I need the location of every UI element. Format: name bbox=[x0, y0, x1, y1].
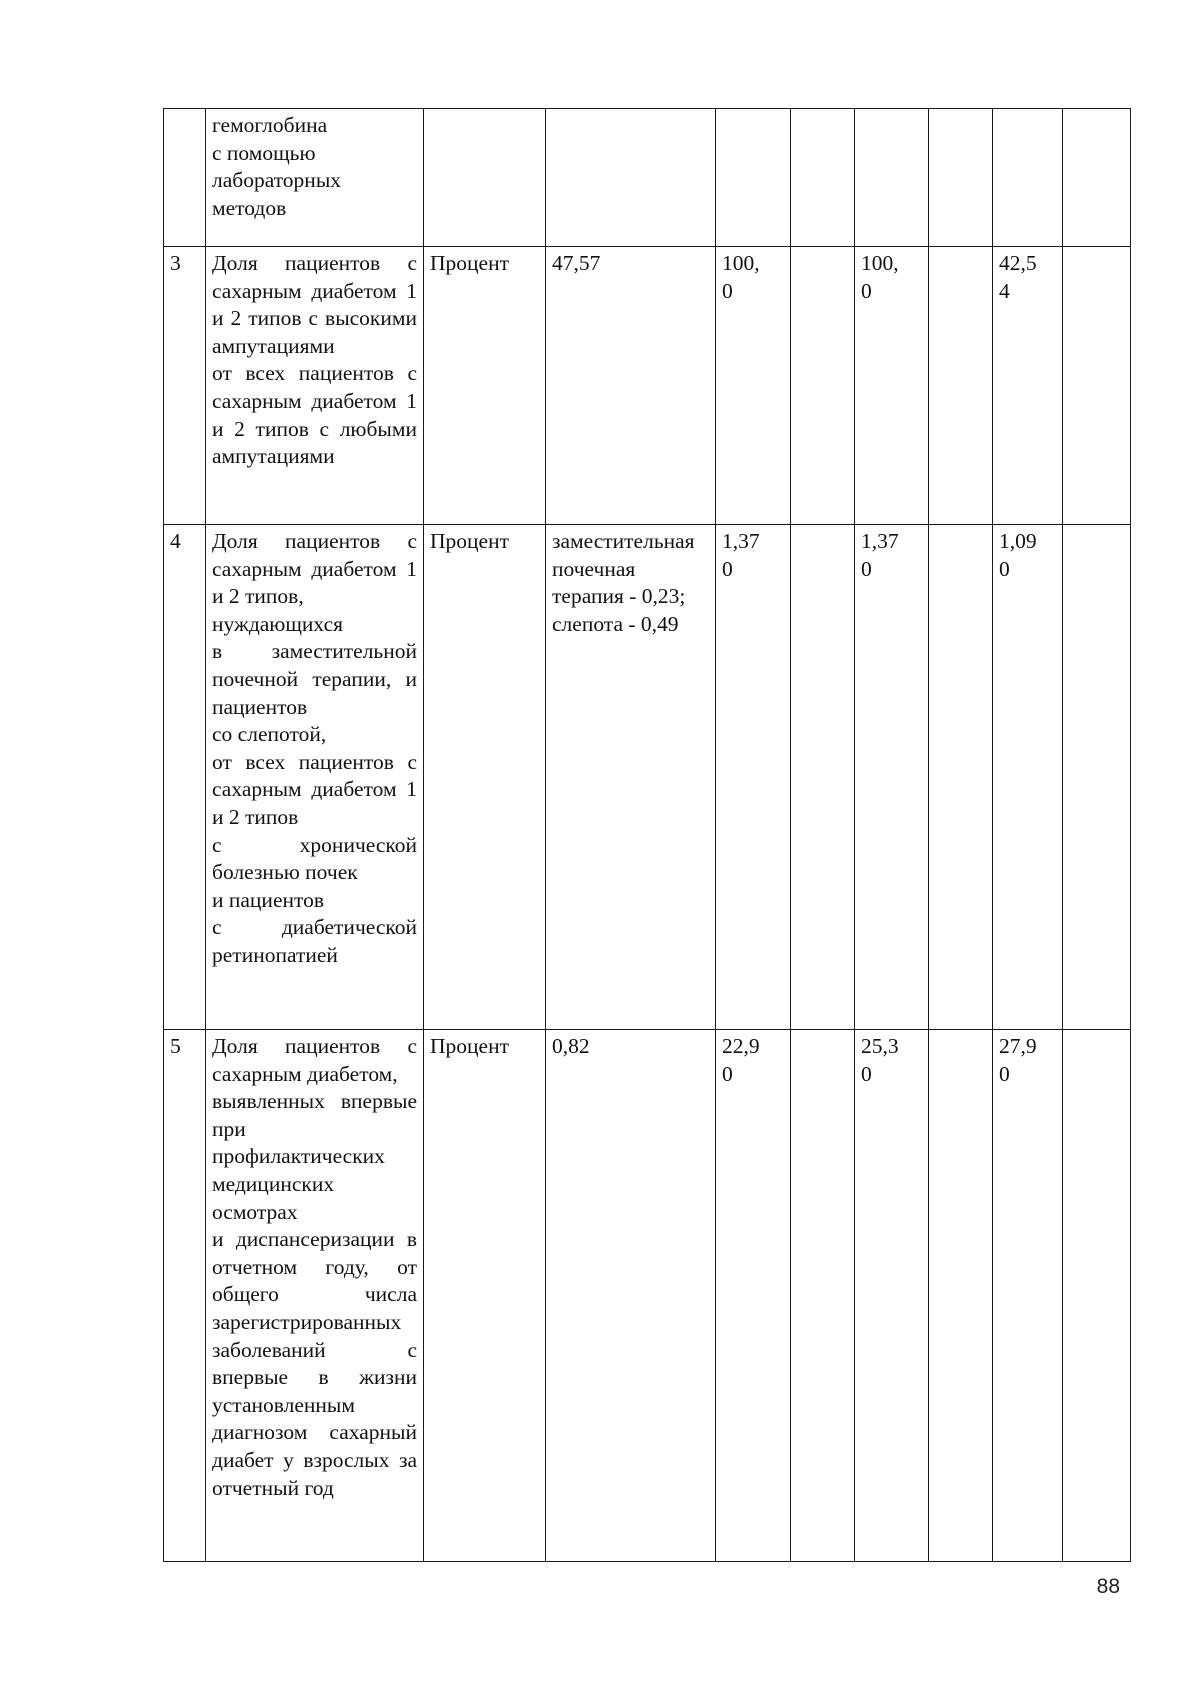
value-cell: 25,3 0 bbox=[855, 1030, 929, 1562]
value-cell: 22,9 0 bbox=[716, 1030, 791, 1562]
row-number: 5 bbox=[164, 1030, 206, 1562]
value-cell: 1,37 0 bbox=[716, 525, 791, 1030]
value-cell bbox=[993, 109, 1063, 247]
value-cell bbox=[1063, 525, 1131, 1030]
baseline-cell: 47,57 bbox=[546, 247, 716, 525]
value-cell bbox=[1063, 247, 1131, 525]
value-cell bbox=[791, 1030, 855, 1562]
table-row bbox=[164, 1030, 1131, 1562]
value-cell: 100, 0 bbox=[855, 247, 929, 525]
value-cell bbox=[855, 109, 929, 247]
value-cell: 100, 0 bbox=[716, 247, 791, 525]
value-cell bbox=[929, 1030, 993, 1562]
unit-cell bbox=[424, 109, 546, 247]
indicator-name: Доля пациентов с сахарным диабетом 1 и 2 типов с высокими ампутациями от всех пациентов с сахарным диабетом 1 и 2 типов с любыми ампутациями bbox=[206, 247, 424, 525]
value-cell bbox=[929, 247, 993, 525]
value-cell bbox=[929, 109, 993, 247]
unit-cell: Процент bbox=[424, 247, 546, 525]
row-number: 4 bbox=[164, 525, 206, 1030]
indicators-table bbox=[163, 108, 1131, 1562]
indicator-name: Доля пациентов с сахарным диабетом 1 и 2 типов, нуждающихся в заместительной почечной терапии, и пациентов со слепотой, от всех пациентов с сахарным диабетом 1 и 2 типов с хронической болезнью почек и пациентов с диабетической ретинопатией bbox=[206, 525, 424, 1030]
value-cell: 1,09 0 bbox=[993, 525, 1063, 1030]
table-row bbox=[164, 109, 1131, 247]
value-cell bbox=[1063, 1030, 1131, 1562]
value-cell: 1,37 0 bbox=[855, 525, 929, 1030]
table-row bbox=[164, 247, 1131, 525]
row-number bbox=[164, 109, 206, 247]
unit-cell: Процент bbox=[424, 525, 546, 1030]
indicator-name: Доля пациентов с сахарным диабетом, выявленных впервые при профилактических медицинских осмотрах и диспансеризации в отчетном году, от общего числа зарегистрированных заболеваний с впервые в жизни установленным диагнозом сахарный диабет у взрослых за отчетный год bbox=[206, 1030, 424, 1562]
value-cell bbox=[929, 525, 993, 1030]
value-cell bbox=[791, 525, 855, 1030]
value-cell bbox=[791, 247, 855, 525]
value-cell: 42,5 4 bbox=[993, 247, 1063, 525]
baseline-cell bbox=[546, 109, 716, 247]
value-cell bbox=[1063, 109, 1131, 247]
unit-cell: Процент bbox=[424, 1030, 546, 1562]
row-number: 3 bbox=[164, 247, 206, 525]
baseline-cell: 0,82 bbox=[546, 1030, 716, 1562]
indicator-name: гемоглобина с помощью лабораторных методов bbox=[206, 109, 424, 247]
page-number: 88 bbox=[1096, 1575, 1120, 1598]
value-cell bbox=[791, 109, 855, 247]
baseline-cell: заместительная почечная терапия - 0,23; слепота - 0,49 bbox=[546, 525, 716, 1030]
value-cell bbox=[716, 109, 791, 247]
value-cell: 27,9 0 bbox=[993, 1030, 1063, 1562]
table-row bbox=[164, 525, 1131, 1030]
